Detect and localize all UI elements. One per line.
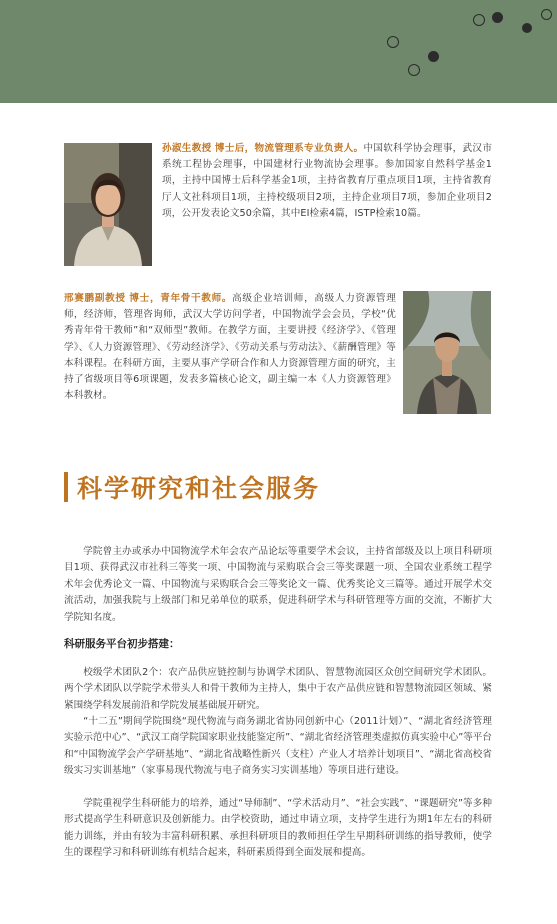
decorative-dot [473, 14, 485, 26]
subheading: 科研服务平台初步搭建： [64, 638, 180, 650]
section-heading-bar [64, 472, 68, 502]
section-heading-text: 科学研究和社会服务 [77, 474, 321, 503]
profile-1-bio [162, 141, 492, 222]
profile-2-role: 博士，青年骨干教师。 [129, 293, 233, 304]
profile-2-bio [64, 291, 396, 404]
profile-2-text: 高级企业培训师，高级人力资源管理师，经济师，管理咨询师，武汉大学访问学者，中国物流学会会员，学校“优秀青年骨干教师”和“双师型”教师。在教学方面，主要讲授《经济学》、《管理学》、《人力资源管理》、《劳动经济学》、《劳动关系与劳动法》、《薪酬管理》等本科课程。在科研方面，主要从事产学研合作和人力资源管理方面的研究，主持了省级项目等6项课题，发表多篇核心论文，副主编一本《人力资源管理》本科教材。 [64, 293, 396, 402]
profile-1-role: 博士后，物流管理系专业负责人。 [214, 143, 364, 154]
decorative-dot [492, 12, 503, 23]
decorative-dot [408, 64, 420, 76]
decorative-dot [387, 36, 399, 48]
portrait-photo-1 [64, 143, 152, 266]
decorative-dot [428, 51, 439, 62]
section-heading [64, 470, 320, 504]
portrait-photo-2 [403, 291, 491, 414]
paragraph-students: 学院重视学生科研能力的培养，通过“导师制”、“学术活动月”、“社会实践”、“课题研究”等多种形式提高学生科研意识及创新能力。由学校资助，通过申请立项，支持学生进行为期1年左右的科研能力训练，并由有较为丰富科研积累、承担科研项目的教师担任学生早期科研训练的指导教师，使学生的课程学习和科研训练有机结合起来，科研素质得到全面发展和提高。 [64, 798, 492, 859]
paragraph-platforms: “十二五”期间学院围绕“现代物流与商务湖北省协同创新中心（2011计划）”、“湖北省经济管理实验示范中心”、“武汉工商学院国家职业技能鉴定所”、“湖北省经济管理类虚拟仿真实验中心”等平台和“中国物流学会产学研基地”、“湖北省战略性新兴（支柱）产业人才培养计划项目”、“湖北省高校省级实习实训基地”（家事易现代物流与电子商务实习实训基地）等项目进行建设。 [64, 716, 492, 777]
decorative-dot [522, 23, 532, 33]
profile-1-text: 中国软科学协会理事，武汉市系统工程协会理事，中国建材行业物流协会理事。参加国家自然科学基金1项，主持中国博士后科学基金1项，主持省教育厅重点项目1项，主持省教育厅人文社科项目1项，主持校级项目2项，主持企业项目7项，参加企业项目2项，公开发表论文50余篇，其中EI检索4篇，ISTP检索10篇。 [162, 143, 493, 219]
profile-1-name: 孙淑生教授 [162, 143, 212, 154]
decorative-dot [541, 9, 552, 20]
intro-paragraph: 学院曾主办或承办中国物流学术年会农产品论坛等重要学术会议，主持省部级及以上项目科研项目1项、获得武汉市社科三等奖一项、中国物流与采购联合会三等奖课题一项、全国农业系统工程学术年会优秀论文一篇、中国物流与采购联合会三等奖论文一篇、优秀奖论文三篇等。通过开展学术交流活动，加强我院与上级部门和兄弟单位的联系，促进科研学术与科研管理等方面的交流，不断扩大学院知名度。 [64, 546, 492, 623]
paragraph-teams: 校级学术团队2个：农产品供应链控制与协调学术团队、智慧物流园区众创空间研究学术团队。两个学术团队以学院学术带头人和骨干教师为主持人，集中于农产品供应链和智慧物流园区领域、紧紧围绕学科发展前沿和学院发展基础展开研究。 [64, 667, 492, 711]
profile-2-name: 邢赛鹏副教授 [64, 293, 126, 304]
